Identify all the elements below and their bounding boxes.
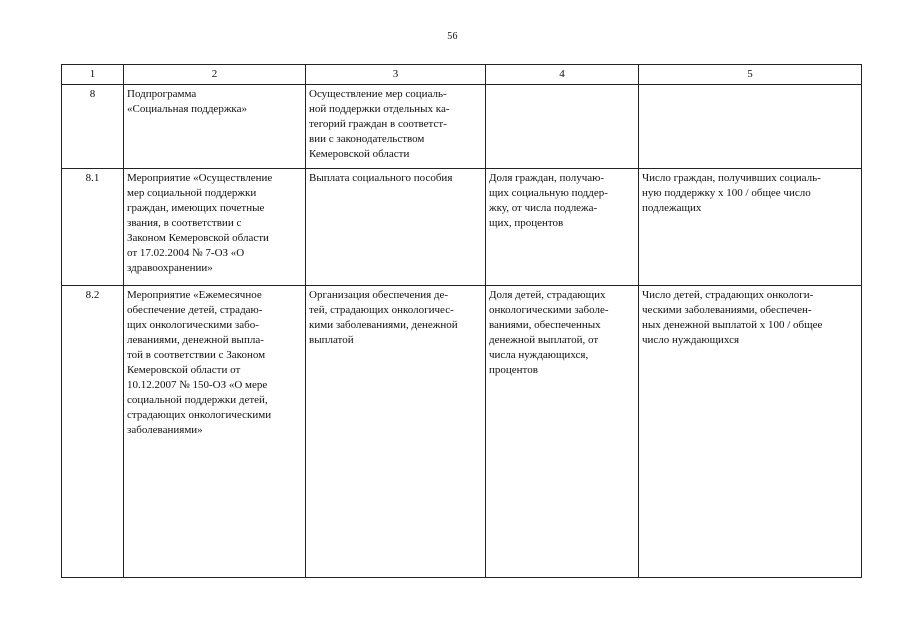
- measure-name-cell: Мероприятие «Ежемесячное обеспечение детей, страдаю- щих онкологическими забо- леваниями, денежной выпла- той в соответствии с Законом Кемеровской области от 10.12.2007 № 150-ОЗ «О мере социальной поддержки детей, страдающих онкологическими заболеваниями»: [124, 286, 306, 578]
- formula-cell: Число граждан, получивших социаль- ную поддержку х 100 / общее число подлежащих: [639, 169, 862, 286]
- table-row: [62, 169, 862, 286]
- row-number: 8.2: [62, 286, 124, 578]
- goal-cell: Осуществление мер социаль- ной поддержки отдельных ка- тегорий граждан в соответст- вии с законодательством Кемеровской области: [306, 85, 486, 169]
- table-row: [62, 85, 862, 169]
- table-row: [62, 286, 862, 578]
- goal-cell: Организация обеспечения де- тей, страдающих онкологичес- кими заболеваниями, денежной выплатой: [306, 286, 486, 578]
- measure-name-cell: Мероприятие «Осуществление мер социальной поддержки граждан, имеющих почетные звания, в соответствии с Законом Кемеровской области от 17.02.2004 № 7-ОЗ «О здравоохранении»: [124, 169, 306, 286]
- header-cell-3: 3: [306, 65, 486, 85]
- header-cell-4: 4: [486, 65, 639, 85]
- indicator-cell: Доля граждан, получаю- щих социальную поддер- жку, от числа подлежа- щих, процентов: [486, 169, 639, 286]
- goal-cell: Выплата социального пособия: [306, 169, 486, 286]
- header-cell-2: 2: [124, 65, 306, 85]
- row-number: 8: [62, 85, 124, 169]
- row-number: 8.1: [62, 169, 124, 286]
- formula-cell: [639, 85, 862, 169]
- table-header-row: [62, 65, 862, 85]
- header-cell-5: 5: [639, 65, 862, 85]
- indicators-table: [61, 64, 862, 578]
- indicator-cell: [486, 85, 639, 169]
- formula-cell: Число детей, страдающих онкологи- ческими заболеваниями, обеспечен- ных денежной выплатой х 100 / общее число нуждающихся: [639, 286, 862, 578]
- measure-name-cell: Подпрограмма «Социальная поддержка»: [124, 85, 306, 169]
- indicator-cell: Доля детей, страдающих онкологическими заболе- ваниями, обеспеченных денежной выплатой, от числа нуждающихся, процентов: [486, 286, 639, 578]
- page-number: 56: [447, 31, 458, 42]
- header-cell-1: 1: [62, 65, 124, 85]
